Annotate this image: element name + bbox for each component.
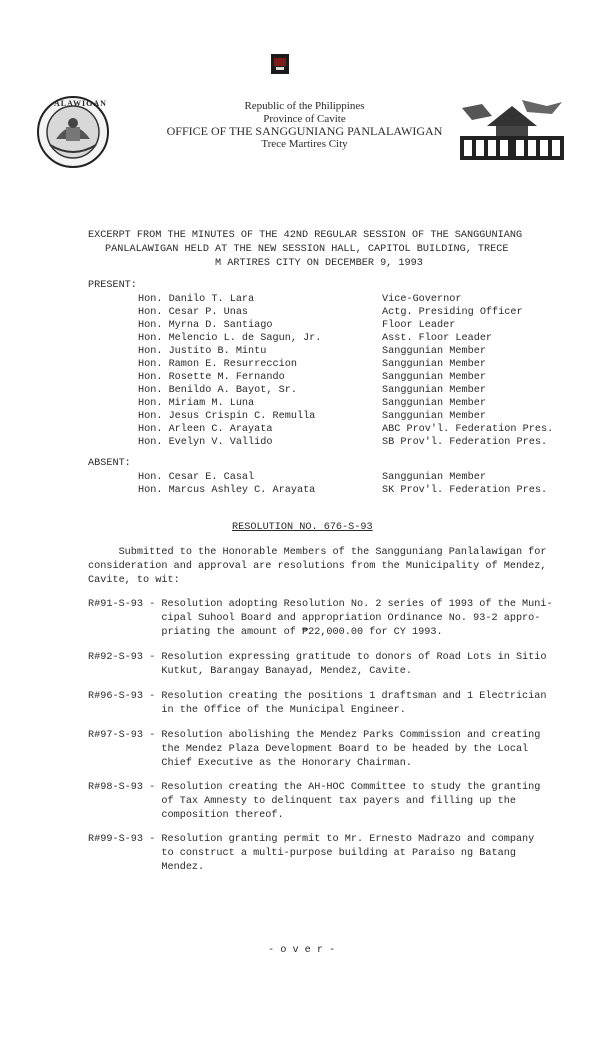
member-name: Hon. Cesar E. Casal — [138, 472, 255, 483]
member-name: Hon. Miriam M. Luna — [138, 398, 255, 409]
member-name: Hon. Cesar P. Unas — [138, 307, 249, 318]
member-name: Hon. Jesus Crispin C. Remulla — [138, 411, 316, 422]
resolution-line: R#99-S-93 - Resolution granting permit to Mr. Ernesto Madrazo and company — [88, 834, 535, 845]
resolution-line: Chief Executive as the Honorary Chairman. — [88, 758, 413, 769]
title-line-3: M ARTIRES CITY ON DECEMBER 9, 1993 — [215, 258, 423, 269]
member-position: Sanggunian Member — [382, 359, 486, 370]
member-name: Hon. Evelyn V. Vallido — [138, 437, 273, 448]
member-position: Sanggunian Member — [382, 385, 486, 396]
member-name: Hon. Arleen C. Arayata — [138, 424, 273, 435]
member-position: SB Prov'l. Federation Pres. — [382, 437, 548, 448]
member-name: Hon. Benildo A. Bayot, Sr. — [138, 385, 297, 396]
resolution-line: R#91-S-93 - Resolution adopting Resolution No. 2 series of 1993 of the Muni- — [88, 599, 553, 610]
resolution-line: priating the amount of ₱22,000.00 for CY 1993. — [88, 627, 443, 638]
member-position: Asst. Floor Leader — [382, 333, 493, 344]
member-name: Hon. Myrna D. Santiago — [138, 320, 273, 331]
header-province: Province of Cavite — [263, 113, 346, 125]
intro-line-3: Cavite, to wit: — [88, 575, 180, 586]
resolution-line: the Mendez Plaza Development Board to be headed by the Local — [88, 744, 529, 755]
member-name: Hon. Rosette M. Fernando — [138, 372, 285, 383]
member-position: SK Prov'l. Federation Pres. — [382, 485, 548, 496]
header-republic: Republic of the Philippines — [244, 100, 365, 112]
header-office: OFFICE OF THE SANGGUNIANG PANLALAWIGAN — [166, 124, 443, 138]
seal-text: ALAWIGAN — [54, 99, 107, 108]
member-position: Sanggunian Member — [382, 346, 486, 357]
member-name: Hon. Marcus Ashley C. Arayata — [138, 485, 316, 496]
resolution-line: R#92-S-93 - Resolution expressing gratitude to donors of Road Lots in Sitio — [88, 652, 547, 663]
member-position: Floor Leader — [382, 320, 456, 331]
title-line-2: PANLALAWIGAN HELD AT THE NEW SESSION HALL, CAPITOL BUILDING, TRECE — [105, 244, 509, 255]
footer-over: - o v e r - — [268, 945, 336, 956]
present-label: PRESENT: — [88, 280, 137, 291]
member-position: Sanggunian Member — [382, 398, 486, 409]
absent-label: ABSENT: — [88, 458, 131, 469]
resolution-line: in the Office of the Municipal Engineer. — [88, 705, 406, 716]
resolution-line: composition thereof. — [88, 810, 284, 821]
intro-line-1: Submitted to the Honorable Members of the Sangguniang Panlalawigan for — [88, 547, 547, 558]
member-name: Hon. Ramon E. Resurreccion — [138, 359, 297, 370]
member-position: Sanggunian Member — [382, 472, 486, 483]
member-name: Hon. Danilo T. Lara — [138, 294, 255, 305]
resolution-line: cipal Suhool Board and appropriation Ordinance No. 93-2 appro- — [88, 613, 541, 624]
resolution-line: to construct a multi-purpose building at Paraiso ng Batang — [88, 848, 516, 859]
member-position: Sanggunian Member — [382, 411, 486, 422]
resolution-line: Mendez. — [88, 862, 205, 873]
resolution-line: R#98-S-93 - Resolution creating the AH-HOC Committee to study the granting — [88, 782, 541, 793]
resolution-line: R#97-S-93 - Resolution abolishing the Mendez Parks Commission and creating — [88, 730, 541, 741]
title-line-1: EXCERPT FROM THE MINUTES OF THE 42ND REGULAR SESSION OF THE SANGGUNIANG — [88, 230, 523, 241]
member-position: ABC Prov'l. Federation Pres. — [382, 424, 554, 435]
intro-line-2: consideration and approval are resolutions from the Municipality of Mendez, — [88, 561, 547, 572]
top-logo-icon — [271, 54, 289, 74]
member-name: Hon. Melencio L. de Sagun, Jr. — [138, 333, 322, 344]
resolution-line: R#96-S-93 - Resolution creating the positions 1 draftsman and 1 Electrician — [88, 691, 547, 702]
resolution-line: Kutkut, Barangay Banayad, Mendez, Cavite. — [88, 666, 413, 677]
member-position: Actg. Presiding Officer — [382, 307, 523, 318]
resolution-line: of Tax Amnesty to delinquent tax payers and filling up the — [88, 796, 516, 807]
member-position: Vice-Governor — [382, 294, 462, 305]
header-city: Trece Martires City — [261, 138, 348, 150]
member-position: Sanggunian Member — [382, 372, 486, 383]
member-name: Hon. Justito B. Mintu — [138, 346, 267, 357]
resolution-title: RESOLUTION NO. 676-S-93 — [232, 522, 373, 533]
